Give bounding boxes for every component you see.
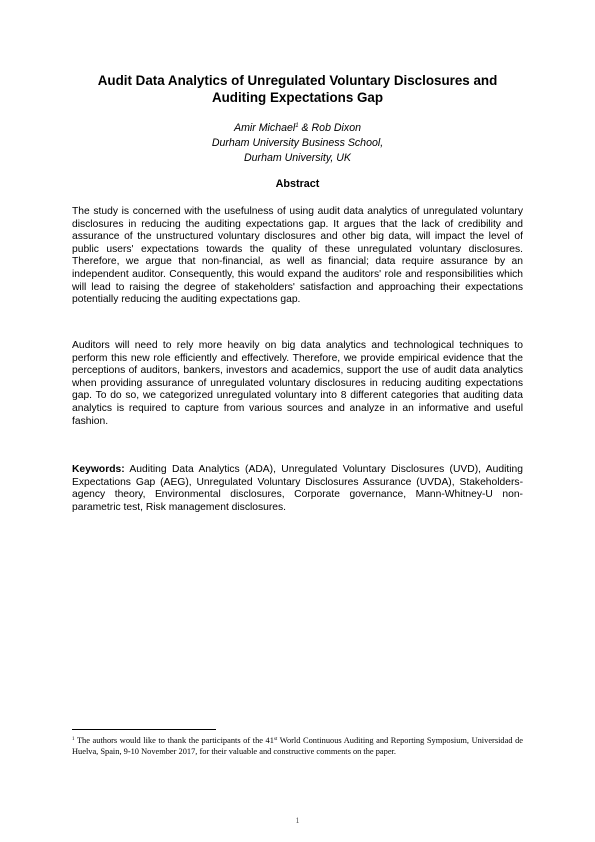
author-footnote-mark: 1 <box>295 123 299 129</box>
abstract-paragraph-2: Auditors will need to rely more heavily on big data analytics and technological techniques to perform this new role efficiently and effectively. Therefore, we provide empirical evidence that the perceptions of auditors, bankers, investors and academics, support the use of audit data analytics when providing assurance of unregulated voluntary disclosures in reducing auditing expectations gap. To do so, we categorized unregulated voluntary into 8 different categories that auditing data analytics is required to capture from various sources and analyze in an informative and useful fashion. <box>72 340 523 427</box>
footnote-mark: 1 <box>72 737 75 742</box>
footnote-ordinal: st <box>273 737 278 742</box>
author-block <box>72 121 523 166</box>
keywords-label: Keywords: <box>72 464 125 475</box>
footnote <box>72 735 523 757</box>
author-secondary: & Rob Dixon <box>298 122 361 134</box>
abstract-paragraph-1: The study is concerned with the usefulness of using audit data analytics of unregulated voluntary disclosures in reducing the auditing expectations gap. It argues that the lack of credibility and assurance of the unstructured voluntary disclosures and other big data, will impact the level of public users' expectations towards the quality of these unregulated voluntary disclosures. Therefore, we argue that non-financial, as well as financial; data require assurance by an independent auditor. Consequently, this would expand the auditors' role and responsibilities which will lead to raising the degree of stakeholders' satisfaction and approaching their expectations potentially reducing the auditing expectations gap. <box>72 206 523 306</box>
keywords-paragraph <box>72 464 523 514</box>
paper-title: Audit Data Analytics of Unregulated Voluntary Disclosures and Auditing Expectations Gap <box>97 73 498 105</box>
page-number: 1 <box>295 816 300 825</box>
footnote-divider <box>72 729 216 730</box>
abstract-heading: Abstract <box>275 178 320 190</box>
author-primary: Amir Michael <box>234 122 296 134</box>
author-affiliation-school: Durham University Business School, <box>211 137 384 149</box>
footnote-text-start: The authors would like to thank the participants of the 41 <box>74 736 274 745</box>
author-names <box>72 121 523 136</box>
footnote-text-end: World Continuous Auditing and Reporting Symposium, Universidad de Huelva, Spain, 9-10 November 2017, for their valuable and constructive comments on the paper. <box>72 736 523 756</box>
keywords-text: Auditing Data Analytics (ADA), Unregulated Voluntary Disclosures (UVD), Auditing Expectations Gap (AEG), Unregulated Voluntary Disclosures Assurance (UVDA), Stakeholders-agency theory, Environmental disclosures, Corporate governance, Mann-Whitney-U non-parametric test, Risk management disclosures. <box>72 464 523 513</box>
author-affiliation-university: Durham University, UK <box>244 152 351 164</box>
